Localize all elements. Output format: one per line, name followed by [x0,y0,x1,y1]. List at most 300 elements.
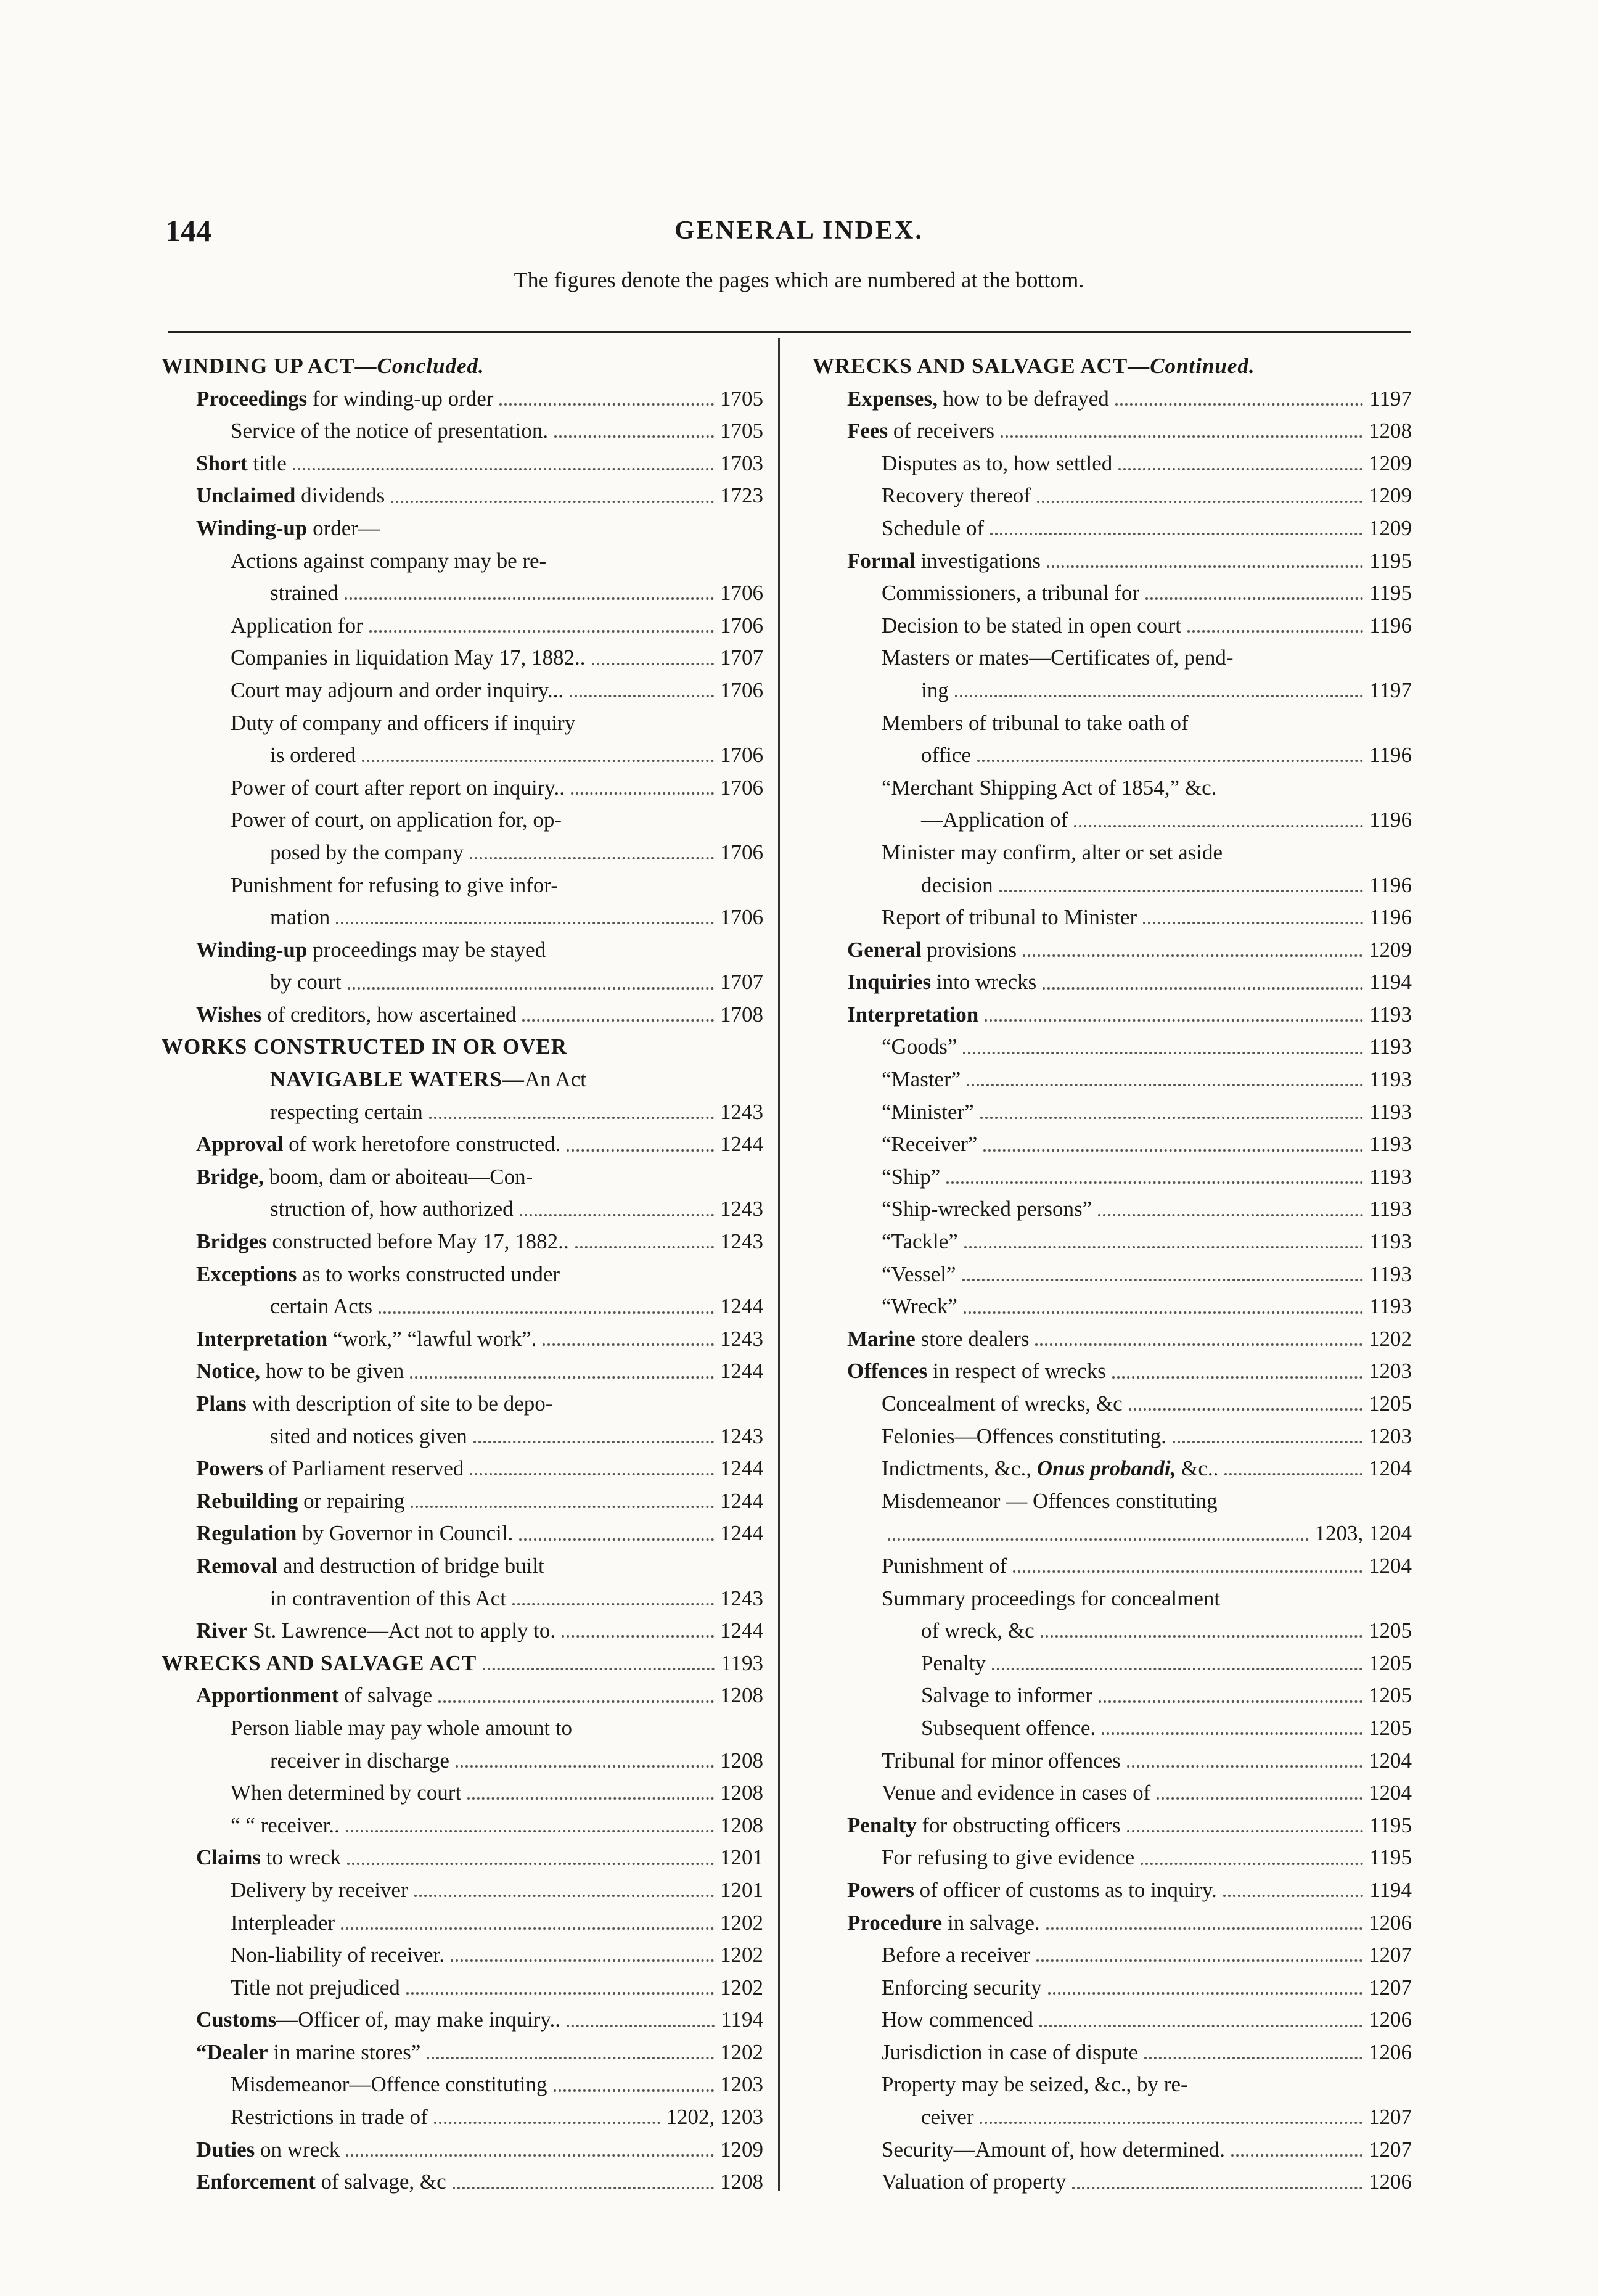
page-reference: 1205 [1369,1392,1412,1416]
index-entry [813,1679,1412,1712]
entry-text [882,1972,1042,2004]
page-reference: 1197 [1369,386,1412,411]
entry-term: Interpretation [196,1326,328,1351]
entry-text [231,610,363,642]
index-entry [813,1810,1412,1842]
entry-description: struction of, how authorized [270,1197,514,1221]
entry-description: “Ship” [882,1164,941,1189]
leader-dots [1224,1473,1362,1475]
index-entry [813,610,1412,642]
entry-description: Commissioners, a tribunal for [882,581,1140,605]
leader-dots [391,501,714,503]
page-reference: 1209 [720,2137,763,2162]
index-entry [162,707,763,740]
leader-dots [470,857,714,859]
index-entry [162,1421,763,1453]
index-entry [813,1290,1412,1323]
leader-dots [414,1895,714,1897]
leader-dots [1223,1895,1364,1897]
entry-description: Delivery by receiver [231,1877,408,1902]
entry-text [847,1810,1121,1842]
page-reference: 1193 [1369,1197,1412,1221]
index-entry [813,1615,1412,1647]
leader-dots [592,663,714,665]
entry-description: Salvage to informer [921,1683,1092,1708]
entry-description: and destruction of bridge built [277,1553,544,1578]
index-entry [162,2036,763,2069]
entry-text [882,480,1031,512]
leader-dots [554,2089,714,2092]
index-entry [813,1583,1412,1615]
page-reference: 1195 [1369,1845,1412,1870]
index-entry [813,869,1412,902]
entry-text [231,1712,572,1745]
entry-description: order— [307,515,380,540]
entry-term: Powers [196,1456,263,1481]
index-entry [162,1777,763,1810]
leader-dots [571,792,714,795]
index-entry [813,1517,1412,1550]
entry-term: Rebuilding [196,1488,298,1513]
entry-term: Exceptions [196,1261,297,1286]
entry-term: Fees [847,419,888,443]
page-reference: 1707 [720,970,763,994]
entry-description: Power of court, on application for, op- [231,808,562,832]
entry-description: of Parliament reserved [263,1456,464,1481]
page-reference: 1207 [1369,1943,1412,1967]
entry-text [847,415,994,448]
entry-text [847,1907,1040,1940]
page-reference: 1193 [1369,1067,1412,1092]
entry-italic: Continued. [1150,354,1255,378]
index-heading [162,1064,763,1096]
index-entry [813,2134,1412,2167]
entry-text [270,1193,514,1226]
leader-dots [1118,468,1362,470]
entry-text [196,480,385,512]
entry-description: Concealment of wrecks, &c [882,1392,1123,1416]
entry-text [882,1453,1218,1485]
entry-description: Tribunal for minor offences [882,1748,1121,1773]
entry-text [882,1290,957,1323]
entry-description: Masters or mates—Certificates of, pend- [882,646,1234,670]
entry-text [231,415,548,448]
index-entry [162,610,763,642]
leader-dots [1072,2187,1362,2189]
page-reference: 1208 [720,1683,763,1708]
entry-text [196,1550,544,1583]
page-reference: 1202 [720,1975,763,1999]
index-entry [162,1517,763,1550]
entry-text [921,1679,1092,1712]
entry-term: Marine [847,1326,916,1351]
entry-description: Actions against company may be re- [231,548,547,573]
index-entry [162,1712,763,1745]
index-entry [813,934,1412,967]
page-reference: 1202 [720,1943,763,1967]
page-reference: 1202, 1203 [666,2105,763,2130]
entry-term: Enforcement [196,2170,316,2194]
entry-text [882,1842,1134,1874]
entry-description: respecting certain [270,1099,423,1124]
page-reference: 1209 [1369,515,1412,540]
entry-text [231,545,546,578]
index-entry [162,480,763,512]
entry-description: store dealers [915,1326,1030,1351]
index-entry [162,739,763,772]
entry-description: on wreck [255,2137,340,2162]
index-entry [813,1323,1412,1356]
entry-description: WRECKS AND SALVAGE ACT [162,1650,477,1675]
index-heading [162,1031,763,1064]
entry-text [882,901,1137,934]
index-entry [813,1421,1412,1453]
leader-dots [1013,1570,1362,1573]
entry-description: of work heretofore constructed. [283,1132,561,1157]
leader-dots [963,1052,1363,1054]
leader-dots [410,1376,714,1379]
index-entry [162,1485,763,1518]
index-entry [162,545,763,578]
entry-term: River [196,1618,248,1643]
leader-dots [1041,1635,1362,1638]
entry-text [882,642,1234,674]
entry-description: by court [270,970,342,994]
entry-text [196,2166,446,2199]
entry-description: —Officer of, may make inquiry.. [276,2007,560,2032]
entry-text [196,1485,404,1518]
entry-text [847,1874,1217,1907]
entry-text [231,1810,340,1842]
entry-description: St. Lawrence—Act not to apply to. [247,1618,556,1643]
entry-text [196,1161,533,1194]
page-reference: 1195 [1369,548,1412,573]
page-reference: 1243 [720,1424,763,1448]
entry-description: in respect of wrecks [927,1359,1106,1384]
entry-text [270,966,342,999]
entry-text [196,1453,464,1485]
entry-description: boom, dam or aboiteau—Con- [263,1164,533,1189]
index-entry [813,1226,1412,1258]
page-reference: 1193 [1369,1035,1412,1059]
page-reference: 1193 [1369,1294,1412,1319]
index-entry [162,837,763,869]
entry-description: Misdemeanor—Offence constituting [231,2072,547,2097]
index-entry [813,1453,1412,1485]
leader-dots [999,890,1364,892]
leader-dots [467,1797,714,1800]
entry-description: as to works constructed under [297,1261,560,1286]
entry-description: “Minister” [882,1099,974,1124]
leader-dots [362,760,714,762]
entry-text [882,772,1216,805]
leader-dots [967,1084,1363,1086]
leader-dots [1145,597,1363,600]
leader-dots [1112,1376,1362,1379]
entry-text [196,1517,513,1550]
entry-text [231,1939,445,1972]
page-reference: 1201 [720,1877,763,1902]
entry-description: NAVIGABLE WATERS— [270,1067,525,1092]
index-entry [813,1096,1412,1129]
leader-dots [519,1538,714,1541]
index-entry [162,1874,763,1907]
leader-dots [293,468,714,470]
entry-text [162,1031,567,1064]
index-entry [162,415,763,448]
entry-description: “Vessel” [882,1261,956,1286]
page-reference: 1209 [1369,937,1412,962]
entry-text [162,1647,477,1680]
entry-term: Wishes [196,1002,262,1027]
index-entry [813,512,1412,545]
entry-description: decision [921,872,993,897]
page-reference: 1706 [720,581,763,605]
index-entry [162,1355,763,1388]
entry-text [231,674,563,707]
index-entry [162,1745,763,1777]
index-entry [162,512,763,545]
page-reference: 1203 [1369,1359,1412,1384]
entry-term: Unclaimed [196,483,296,508]
page-reference: 1193 [1369,1164,1412,1189]
entry-description: proceedings may be stayed [307,937,546,962]
index-entry [813,480,1412,512]
entry-plain: An Act [524,1067,586,1092]
page-reference: 1204 [1369,1553,1412,1578]
leader-dots [575,1246,714,1248]
page-reference: 1205 [1369,1715,1412,1740]
entry-description: dividends [295,483,385,508]
entry-text [921,2101,973,2134]
entry-description: Companies in liquidation May 17, 1882.. [231,646,586,670]
entry-text [196,1388,552,1421]
entry-text [882,1388,1123,1421]
leader-dots [992,1668,1362,1670]
index-entry [813,545,1412,578]
entry-term: Formal [847,548,916,573]
entry-description: of receivers [888,419,995,443]
index-entry [162,1939,763,1972]
page-reference: 1244 [720,1359,763,1384]
entry-description: Venue and evidence in cases of [882,1781,1151,1805]
page-reference: 1208 [720,1748,763,1773]
page-reference: 1196 [1369,613,1412,638]
leader-dots [473,1441,714,1443]
index-entry [162,1388,763,1421]
index-entry [813,1031,1412,1064]
entry-description: Minister may confirm, alter or set aside [882,840,1223,864]
entry-description: how to be given [260,1359,404,1384]
entry-term: Winding-up [196,937,308,962]
leader-dots [980,2122,1362,2124]
entry-text [847,966,1036,999]
entry-text [231,1907,335,1940]
entry-description: Restrictions in trade of [231,2105,428,2130]
page-reference: 1206 [1369,2007,1412,2032]
page-reference: 1193 [721,1650,763,1675]
index-entry [813,1907,1412,1940]
entry-text [882,1939,1030,1972]
index-entry [813,577,1412,610]
entry-text [847,934,1017,967]
entry-description: Members of tribunal to take oath of [882,710,1189,735]
page-reference: 1206 [1369,1910,1412,1935]
leader-dots [964,1311,1363,1314]
header-rule [168,331,1411,333]
entry-text [231,642,586,674]
index-entry [162,1583,763,1615]
entry-term: Duties [196,2137,255,2162]
leader-dots [1127,1765,1362,1768]
page-reference: 1243 [720,1229,763,1254]
page-reference: 1723 [720,483,763,508]
index-entry [162,2101,763,2134]
leader-dots [567,2025,715,2027]
page-reference: 1243 [720,1197,763,1221]
page-reference: 1706 [720,678,763,702]
page-reference: 1194 [1369,1877,1412,1902]
index-entry [813,1388,1412,1421]
page-reference: 1209 [1369,483,1412,508]
index-entry [813,1777,1412,1810]
entry-text [196,934,546,967]
leader-dots [346,2154,714,2157]
entry-text [196,2036,420,2069]
leader-dots [1231,2154,1362,2157]
index-entry [162,448,763,480]
leader-dots [1074,825,1363,827]
index-entry [162,1679,763,1712]
entry-description: Decision to be stated in open court [882,613,1181,638]
entry-description: or repairing [298,1488,405,1513]
entry-text [196,2134,340,2167]
page-reference: 1202 [720,1910,763,1935]
page-reference: 1203 [720,2072,763,2097]
leader-dots [964,1246,1363,1248]
page-reference: 1705 [720,386,763,411]
entry-text [882,1583,1220,1615]
page-reference: 1204 [1369,1456,1412,1481]
entry-description: to wreck [261,1845,342,1870]
entry-text [882,1193,1092,1226]
entry-text [882,1485,1218,1518]
entry-description: ing [921,678,949,702]
leader-dots [1143,922,1363,924]
entry-term: Claims [196,1845,261,1870]
page-reference: 1193 [1369,1099,1412,1124]
entry-text [882,1096,974,1129]
entry-description: Punishment of [882,1553,1007,1578]
entry-term: Offences [847,1359,928,1384]
index-entry [813,1258,1412,1291]
index-entry [813,1161,1412,1194]
entry-description: “work,” “lawful work”. [327,1326,537,1351]
entry-description: into wrecks [931,970,1037,994]
page-title: GENERAL INDEX. [674,216,924,245]
page-reference: 1193 [1369,1229,1412,1254]
entry-text [231,1972,400,2004]
entry-description: WINDING UP ACT— [162,354,377,378]
entry-text [231,869,558,902]
index-entry [162,2134,763,2167]
index-entry [162,577,763,610]
index-entry [162,1810,763,1842]
index-entry [813,1745,1412,1777]
leader-dots [1141,1863,1363,1865]
index-entry [813,2166,1412,2199]
leader-dots [427,2057,714,2059]
index-entry [162,2166,763,2199]
entry-description: Summary proceedings for concealment [882,1586,1221,1610]
page-subtitle: The figures denote the pages which are numbered at the bottom. [514,268,1084,292]
entry-text [231,2101,428,2134]
page-reference: 1196 [1369,808,1412,832]
entry-description: —Application of [921,808,1068,832]
index-column-left [162,350,763,2199]
entry-text [847,1323,1029,1356]
entry-term: Customs [196,2007,277,2032]
entry-text [882,837,1223,869]
page-reference: 1203, 1204 [1314,1521,1412,1546]
leader-dots [1039,2025,1362,2027]
index-heading [813,350,1412,383]
entry-description: sited and notices given [270,1424,467,1448]
leader-dots [512,1603,714,1605]
entry-term: Winding-up [196,515,308,540]
index-entry [162,2068,763,2101]
entry-text [847,545,1041,578]
entry-description: Application for [231,613,363,638]
page-reference: 1706 [720,840,763,864]
index-entry [162,901,763,934]
leader-dots [336,922,714,924]
entry-text [882,1421,1166,1453]
page-reference: 1707 [720,646,763,670]
page-reference: 1244 [720,1488,763,1513]
leader-dots [499,403,714,406]
page-reference: 1244 [720,1132,763,1157]
index-entry [162,1323,763,1356]
leader-dots [888,1538,1309,1541]
index-entry [162,1842,763,1874]
entry-description: Misdemeanor — Offences constituting [882,1488,1218,1513]
entry-description: Person liable may pay whole amount to [231,1715,573,1740]
leader-dots [1046,1927,1362,1930]
entry-text [847,1355,1106,1388]
page-reference: 1193 [1369,1261,1412,1286]
page-reference: 1197 [1369,678,1412,702]
page-reference: 1244 [720,1618,763,1643]
entry-text [882,1777,1150,1810]
leader-dots [411,1506,714,1508]
entry-description: of officer of customs as to inquiry. [914,1877,1217,1902]
leader-dots [990,533,1362,535]
entry-description: Penalty [921,1650,986,1675]
leader-dots [379,1311,714,1314]
index-heading [162,350,763,383]
entry-text [921,804,1068,837]
index-entry [813,1193,1412,1226]
page-reference: 1706 [720,613,763,638]
entry-term: Removal [196,1553,278,1578]
entry-description: “Wreck” [882,1294,957,1319]
entry-text [882,2134,1225,2167]
leader-dots [567,1149,714,1152]
leader-dots [438,1700,714,1703]
entry-description: of salvage [338,1683,433,1708]
entry-text [921,1647,986,1680]
